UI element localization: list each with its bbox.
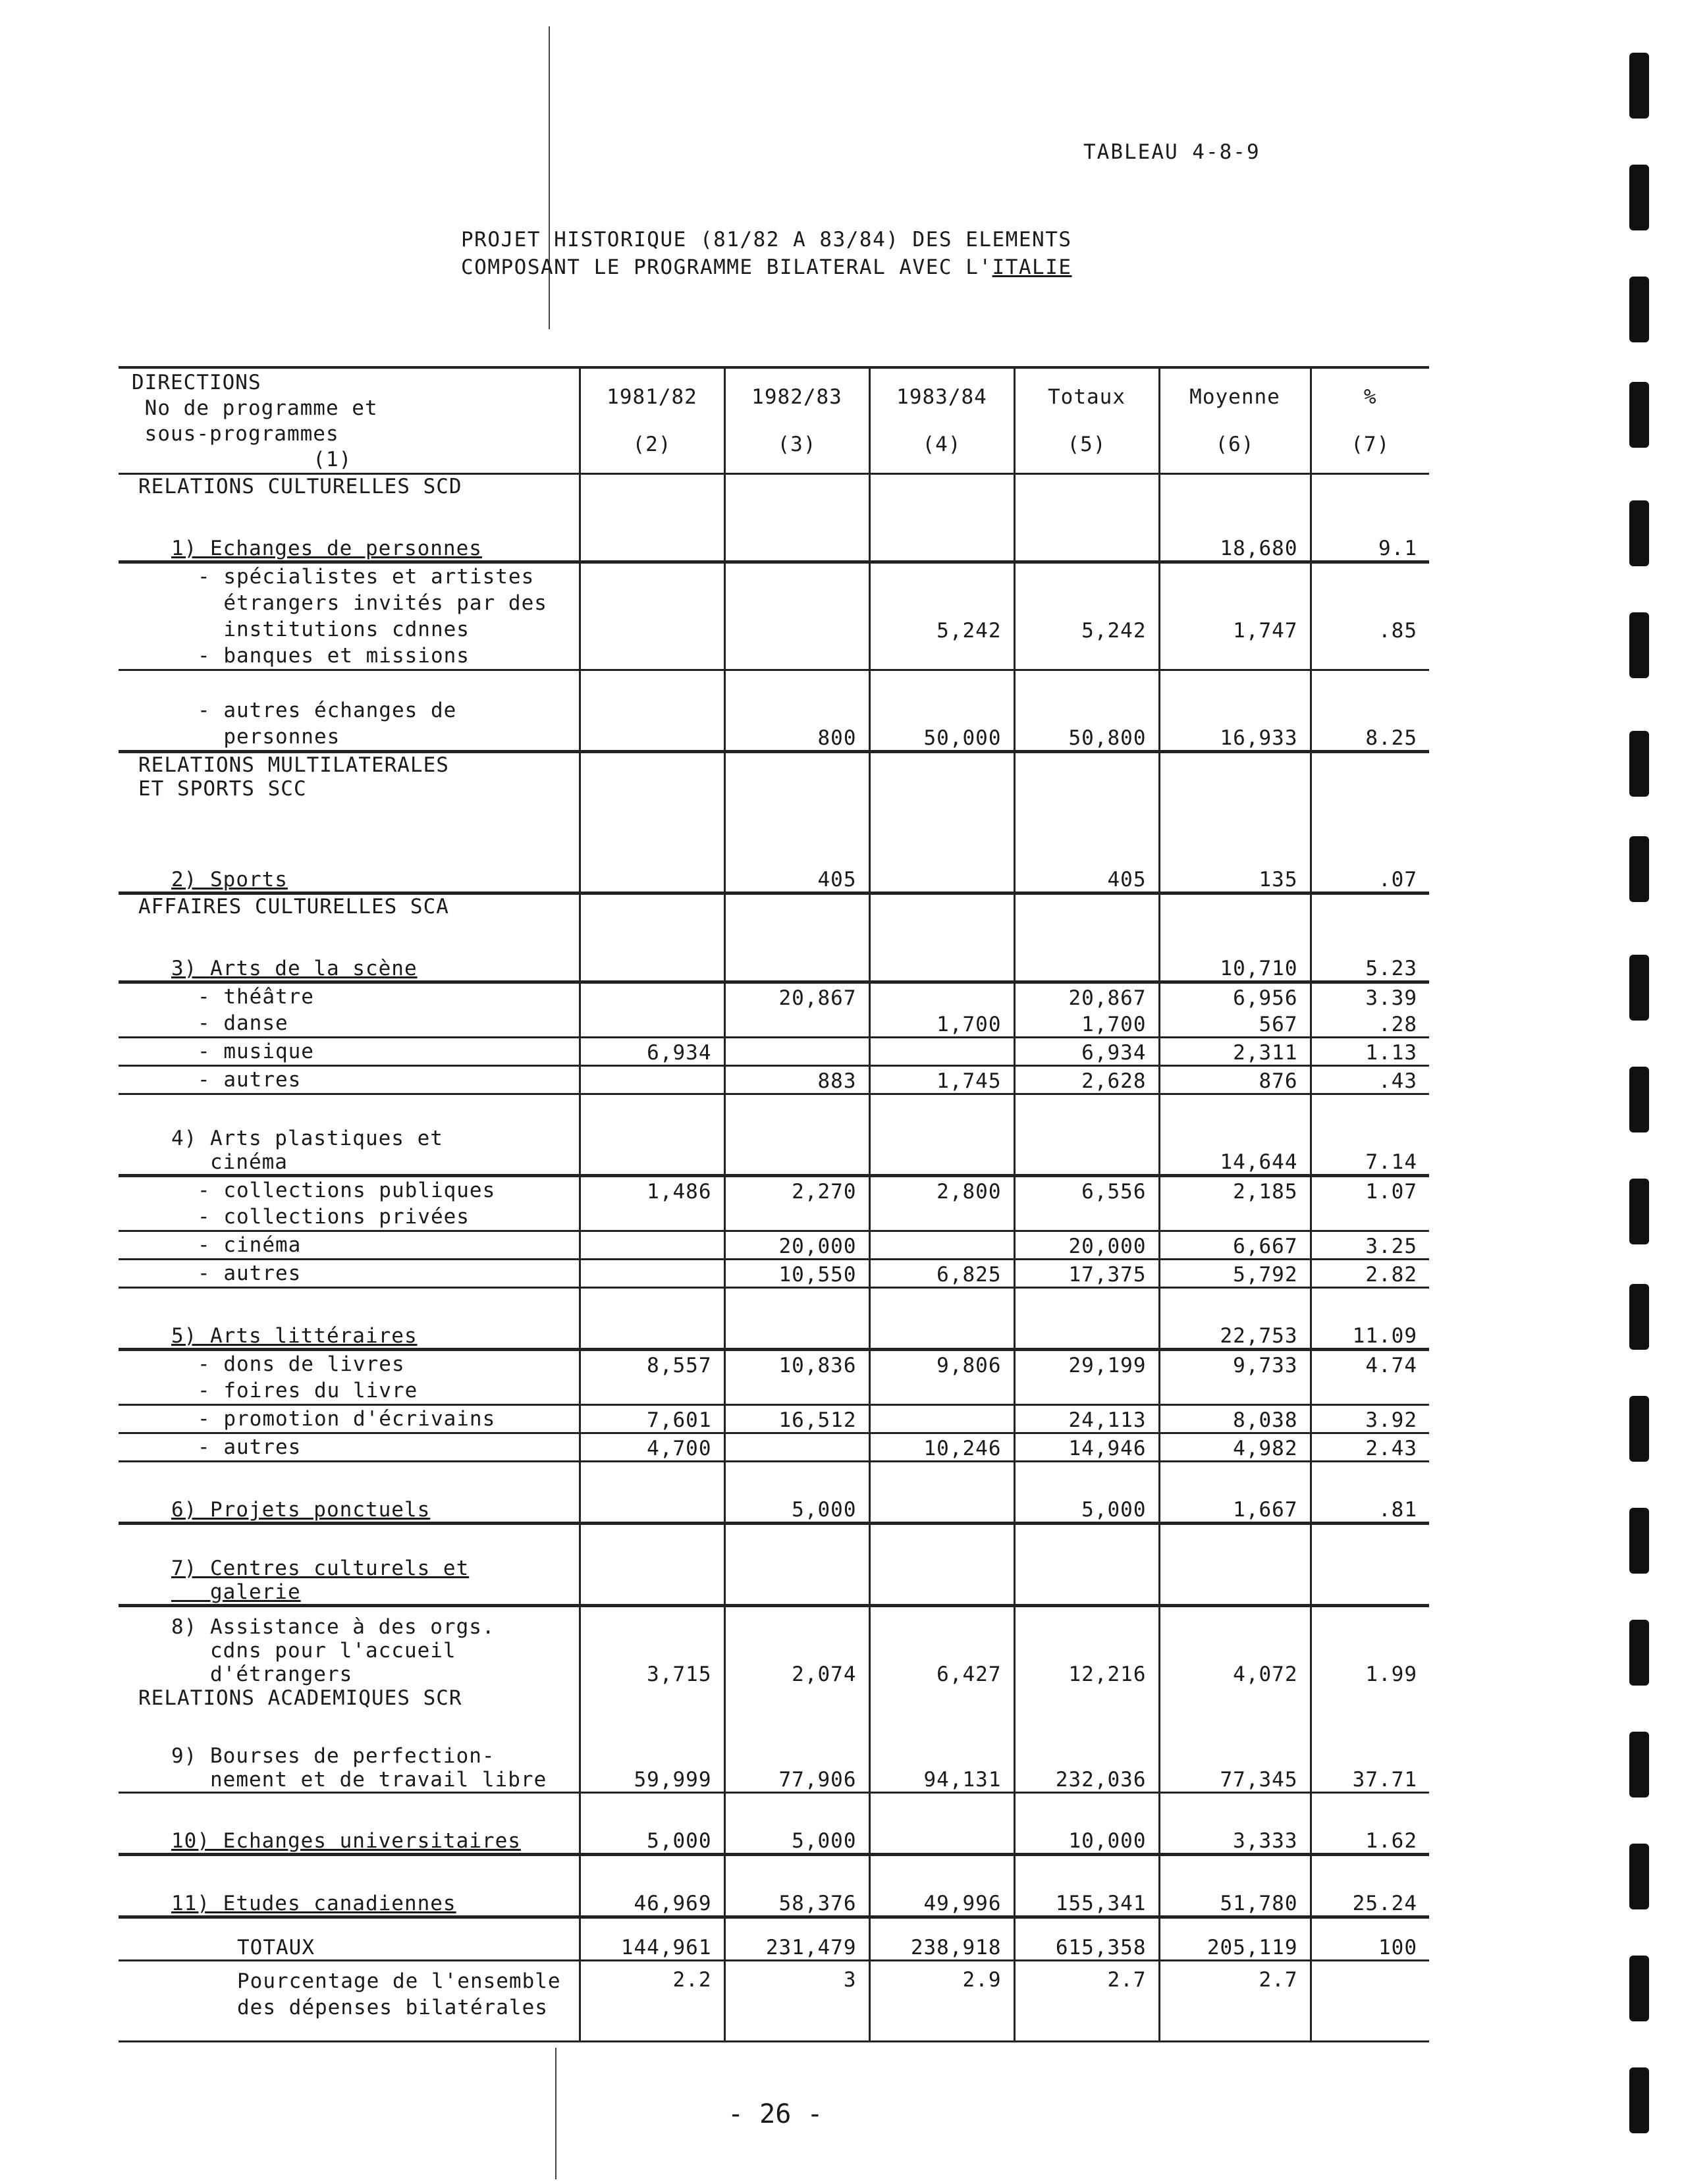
cell-value — [869, 1793, 1014, 1855]
cell-value: 883 — [724, 1066, 869, 1094]
col-number: (7) — [1351, 433, 1390, 456]
cell-value — [1014, 893, 1159, 922]
table-row — [119, 1038, 1429, 1066]
title-line-1: PROJET HISTORIQUE (81/82 A 83/84) DES ELEMENTS — [461, 228, 1072, 252]
cell-value — [724, 643, 869, 670]
cell-value: 2.2 — [580, 1961, 724, 2042]
cell-value — [724, 474, 869, 502]
row-label: - autres échanges de personnes — [119, 670, 580, 752]
col-header-1982 — [724, 367, 869, 474]
cell-value — [580, 1686, 724, 1713]
row-label: AFFAIRES CULTURELLES SCA — [138, 895, 449, 919]
cell-value — [724, 501, 869, 562]
cell-value: 11.09 — [1311, 1288, 1429, 1350]
cell-value — [724, 1038, 869, 1066]
cell-value — [724, 1094, 869, 1176]
cell-value: 155,341 — [1014, 1855, 1159, 1917]
cell-value — [869, 1686, 1014, 1713]
cell-value: 2,185 — [1159, 1176, 1311, 1204]
cell-value: 876 — [1159, 1066, 1311, 1094]
cell-value: 3.25 — [1311, 1231, 1429, 1260]
cell-value: 2.7 — [1014, 1961, 1159, 2042]
row-label: - spécialistes et artistes étrangers invités par des institutions cdnnes — [198, 565, 547, 641]
row-label: - dons de livres — [198, 1352, 405, 1376]
cell-value: 4.74 — [1311, 1350, 1429, 1378]
row-label: RELATIONS ACADEMIQUES SCR — [138, 1686, 462, 1710]
cell-value: 8,557 — [580, 1350, 724, 1378]
row-label: - danse — [119, 1010, 580, 1038]
cell-value: 1,700 — [1014, 1010, 1159, 1038]
cell-value: 2,800 — [869, 1176, 1014, 1204]
cell-value: 567 — [1159, 1010, 1311, 1038]
cell-value: 9,733 — [1159, 1350, 1311, 1378]
col-header-moyenne — [1159, 367, 1311, 474]
cell-value: 9,806 — [869, 1350, 1014, 1378]
cell-value — [1014, 501, 1159, 562]
cell-value: 2.7 — [1159, 1961, 1311, 2042]
cell-value — [580, 893, 724, 922]
cell-value — [724, 1524, 869, 1606]
cell-value — [1311, 1524, 1429, 1606]
table-row — [119, 1288, 1429, 1350]
cell-value: 231,479 — [724, 1917, 869, 1961]
table-row — [119, 562, 1429, 643]
title-line-2: COMPOSANT LE PROGRAMME BILATERAL AVEC L' — [461, 255, 992, 279]
cell-value — [724, 893, 869, 922]
col-number: (6) — [1215, 433, 1255, 456]
table-row — [119, 982, 1429, 1011]
cell-value — [1311, 643, 1429, 670]
table-row — [119, 1350, 1429, 1378]
cell-value — [1311, 474, 1429, 502]
cell-value — [1159, 1524, 1311, 1606]
cell-value — [869, 474, 1014, 502]
cell-value — [580, 1462, 724, 1524]
col-number: (5) — [1067, 433, 1106, 456]
row-label: - musique — [119, 1038, 580, 1066]
cell-value: 1,667 — [1159, 1462, 1311, 1524]
cell-value: 3 — [724, 1961, 869, 2042]
table-row — [119, 1066, 1429, 1094]
cell-value: 1,745 — [869, 1066, 1014, 1094]
table-row — [119, 1260, 1429, 1288]
cell-value — [869, 1524, 1014, 1606]
col-header-directions: DIRECTIONS No de programme et sous-programmes (1) — [119, 367, 580, 474]
cell-value — [1014, 921, 1159, 982]
table-reference: TABLEAU 4-8-9 — [1083, 140, 1261, 164]
budget-table — [119, 366, 1429, 2042]
cell-value: 12,216 — [1014, 1606, 1159, 1687]
cell-value: 17,375 — [1014, 1260, 1159, 1288]
table-row — [119, 670, 1429, 752]
cell-value: 1.07 — [1311, 1176, 1429, 1204]
table-row — [119, 474, 1429, 502]
cell-value — [869, 1462, 1014, 1524]
row-label: 11) Etudes canadiennes — [119, 1855, 580, 1917]
row-label: - autres — [119, 1066, 580, 1094]
cell-value: 8.25 — [1311, 670, 1429, 752]
cell-value: 232,036 — [1014, 1713, 1159, 1793]
cell-value: 46,969 — [580, 1855, 724, 1917]
fold-line-bottom — [555, 2048, 556, 2179]
cell-value: 5,242 — [1014, 562, 1159, 643]
col-header-percent — [1311, 367, 1429, 474]
cell-value: 50,000 — [869, 670, 1014, 752]
table-row — [119, 752, 1429, 833]
cell-value: 4,700 — [580, 1433, 724, 1462]
cell-value: 9.1 — [1311, 501, 1429, 562]
row-label: 2) Sports — [119, 832, 580, 893]
cell-value: 2.82 — [1311, 1260, 1429, 1288]
cell-value — [1159, 1204, 1311, 1231]
cell-value: 20,867 — [724, 982, 869, 1011]
cell-value — [869, 1204, 1014, 1231]
col-label: Moyenne — [1189, 385, 1280, 409]
row-label: 6) Projets ponctuels — [119, 1462, 580, 1524]
table-row — [119, 501, 1429, 562]
cell-value — [869, 921, 1014, 982]
cell-value — [1311, 752, 1429, 833]
cell-value — [580, 474, 724, 502]
cell-value: 58,376 — [724, 1855, 869, 1917]
cell-value: 94,131 — [869, 1713, 1014, 1793]
cell-value: 3.92 — [1311, 1405, 1429, 1433]
cell-value — [580, 670, 724, 752]
table-row — [119, 1462, 1429, 1524]
row-label: - autres — [119, 1433, 580, 1462]
row-label: 4) Arts plastiques et cinéma — [119, 1094, 580, 1176]
cell-value: 5,000 — [1014, 1462, 1159, 1524]
cell-value: 2,074 — [724, 1606, 869, 1687]
cell-value — [580, 1288, 724, 1350]
cell-value: .28 — [1311, 1010, 1429, 1038]
cell-value: 5,792 — [1159, 1260, 1311, 1288]
row-label: - autres — [119, 1260, 580, 1288]
cell-value: 59,999 — [580, 1713, 724, 1793]
title-country: ITALIE — [992, 255, 1072, 279]
table-row — [119, 1713, 1429, 1793]
cell-value: 10,246 — [869, 1433, 1014, 1462]
table-row — [119, 1176, 1429, 1204]
col-number: (4) — [922, 433, 962, 456]
table-row — [119, 1961, 1429, 2042]
fold-line — [549, 26, 550, 329]
cell-value: .43 — [1311, 1066, 1429, 1094]
cell-value: 25.24 — [1311, 1855, 1429, 1917]
cell-value: 3,715 — [580, 1606, 724, 1687]
cell-value: 18,680 — [1159, 501, 1311, 562]
col-label: 1981/82 — [607, 385, 697, 409]
cell-value: 205,119 — [1159, 1917, 1311, 1961]
cell-value: 1.99 — [1311, 1606, 1429, 1687]
cell-value: 16,512 — [724, 1405, 869, 1433]
row-label: - foires du livre — [119, 1377, 580, 1405]
cell-value — [1159, 752, 1311, 833]
cell-value — [869, 643, 1014, 670]
col-label: 1983/84 — [896, 385, 987, 409]
row-label: 7) Centres culturels et galerie — [119, 1524, 580, 1606]
cell-value: 3,333 — [1159, 1793, 1311, 1855]
cell-value: 51,780 — [1159, 1855, 1311, 1917]
cell-value — [724, 1010, 869, 1038]
cell-value: 8,038 — [1159, 1405, 1311, 1433]
table-row — [119, 1204, 1429, 1231]
cell-value: 20,000 — [1014, 1231, 1159, 1260]
cell-value: 29,199 — [1014, 1350, 1159, 1378]
cell-value: .07 — [1311, 832, 1429, 893]
cell-value: 6,667 — [1159, 1231, 1311, 1260]
cell-value — [580, 982, 724, 1011]
cell-value: .85 — [1311, 562, 1429, 643]
cell-value: 615,358 — [1014, 1917, 1159, 1961]
cell-value — [1014, 643, 1159, 670]
cell-value — [869, 1231, 1014, 1260]
table-row — [119, 1231, 1429, 1260]
cell-value — [1311, 1377, 1429, 1405]
cell-value: 20,867 — [1014, 982, 1159, 1011]
col-label: Totaux — [1048, 385, 1126, 409]
cell-value — [1159, 1686, 1311, 1713]
table-row — [119, 1793, 1429, 1855]
cell-value — [869, 893, 1014, 922]
cell-value: 4,072 — [1159, 1606, 1311, 1687]
cell-value — [1014, 1377, 1159, 1405]
cell-value — [1311, 1961, 1429, 2042]
cell-value — [1014, 1094, 1159, 1176]
cell-value — [869, 832, 1014, 893]
col-header-1981 — [580, 367, 724, 474]
table-row — [119, 893, 1429, 922]
row-label: - collections publiques — [198, 1179, 496, 1202]
cell-value — [724, 1433, 869, 1462]
cell-value: 6,825 — [869, 1260, 1014, 1288]
table-row — [119, 1917, 1429, 1961]
cell-value — [580, 1204, 724, 1231]
cell-value — [1014, 752, 1159, 833]
row-label: RELATIONS MULTILATERALES ET SPORTS SCC — [138, 753, 449, 801]
document-title — [461, 226, 1072, 281]
cell-value: 6,934 — [580, 1038, 724, 1066]
cell-value — [724, 1377, 869, 1405]
cell-value: 24,113 — [1014, 1405, 1159, 1433]
row-label: 9) Bourses de perfection- nement et de travail libre — [119, 1713, 580, 1793]
row-label: 8) Assistance à des orgs. cdns pour l'accueil d'étrangers — [171, 1615, 495, 1686]
cell-value — [869, 501, 1014, 562]
cell-value — [580, 562, 724, 643]
cell-value: 10,000 — [1014, 1793, 1159, 1855]
cell-value: 16,933 — [1159, 670, 1311, 752]
cell-value: 37.71 — [1311, 1713, 1429, 1793]
row-label: - promotion d'écrivains — [119, 1405, 580, 1433]
cell-value: 2,311 — [1159, 1038, 1311, 1066]
cell-value: 4,982 — [1159, 1433, 1311, 1462]
cell-value — [724, 1204, 869, 1231]
col-number: (3) — [777, 433, 817, 456]
cell-value — [1014, 1524, 1159, 1606]
cell-value — [580, 1260, 724, 1288]
cell-value — [580, 1524, 724, 1606]
cell-value — [1014, 1204, 1159, 1231]
cell-value — [580, 1010, 724, 1038]
cell-value: 2.9 — [869, 1961, 1014, 2042]
cell-value — [580, 832, 724, 893]
cell-value — [724, 1288, 869, 1350]
col-label: 1982/83 — [751, 385, 842, 409]
cell-value — [869, 752, 1014, 833]
cell-value — [1159, 893, 1311, 922]
cell-value: 1,700 — [869, 1010, 1014, 1038]
row-label: TOTAUX — [119, 1917, 580, 1961]
cell-value — [1311, 1204, 1429, 1231]
cell-value: 14,946 — [1014, 1433, 1159, 1462]
cell-value — [1014, 1288, 1159, 1350]
cell-value — [580, 752, 724, 833]
cell-value — [724, 1686, 869, 1713]
cell-value: 405 — [724, 832, 869, 893]
cell-value: 6,427 — [869, 1606, 1014, 1687]
table-row — [119, 643, 1429, 670]
cell-value: 135 — [1159, 832, 1311, 893]
col-number: (2) — [632, 433, 672, 456]
table-row — [119, 832, 1429, 893]
cell-value — [1311, 1686, 1429, 1713]
cell-value: 100 — [1311, 1917, 1429, 1961]
cell-value — [869, 1288, 1014, 1350]
cell-value: 405 — [1014, 832, 1159, 893]
cell-value — [580, 1231, 724, 1260]
cell-value: 10,836 — [724, 1350, 869, 1378]
header-row — [119, 367, 1429, 474]
cell-value: 3.39 — [1311, 982, 1429, 1011]
row-label: - cinéma — [119, 1231, 580, 1260]
cell-value — [1311, 893, 1429, 922]
cell-value: 77,906 — [724, 1713, 869, 1793]
cell-value — [1159, 643, 1311, 670]
cell-value — [869, 1405, 1014, 1433]
cell-value: 7,601 — [580, 1405, 724, 1433]
cell-value: 1,486 — [580, 1176, 724, 1204]
table-row — [119, 1606, 1429, 1687]
cell-value: 7.14 — [1311, 1094, 1429, 1176]
cell-value — [724, 752, 869, 833]
row-label: - collections privées — [119, 1204, 580, 1231]
cell-value — [869, 1038, 1014, 1066]
cell-value — [580, 501, 724, 562]
cell-value: 1,747 — [1159, 562, 1311, 643]
cell-value: 5,242 — [869, 562, 1014, 643]
table-row — [119, 1405, 1429, 1433]
cell-value — [724, 562, 869, 643]
cell-value — [580, 921, 724, 982]
cell-value — [580, 1094, 724, 1176]
cell-value: 2.43 — [1311, 1433, 1429, 1462]
cell-value — [580, 643, 724, 670]
cell-value — [1014, 1686, 1159, 1713]
row-label: - théâtre — [198, 985, 314, 1009]
cell-value: 10,710 — [1159, 921, 1311, 982]
cell-value: 49,996 — [869, 1855, 1014, 1917]
cell-value: 5,000 — [724, 1462, 869, 1524]
row-label: 5) Arts littéraires — [119, 1288, 580, 1350]
cell-value — [724, 921, 869, 982]
cell-value — [869, 1094, 1014, 1176]
cell-value — [869, 1377, 1014, 1405]
cell-value: 144,961 — [580, 1917, 724, 1961]
row-label: 3) Arts de la scène — [119, 921, 580, 982]
cell-value: 6,556 — [1014, 1176, 1159, 1204]
cell-value — [580, 1066, 724, 1094]
cell-value: 6,956 — [1159, 982, 1311, 1011]
cell-value: 6,934 — [1014, 1038, 1159, 1066]
cell-value: 14,644 — [1159, 1094, 1311, 1176]
col-label: % — [1363, 385, 1377, 409]
cell-value: 5,000 — [724, 1793, 869, 1855]
cell-value — [869, 982, 1014, 1011]
row-label: 1) Echanges de personnes — [119, 501, 580, 562]
table-row — [119, 921, 1429, 982]
table-row — [119, 1524, 1429, 1606]
cell-value: 5,000 — [580, 1793, 724, 1855]
cell-value: .81 — [1311, 1462, 1429, 1524]
table-row — [119, 1094, 1429, 1176]
page-number: - 26 - — [728, 2099, 823, 2129]
row-label: 10) Echanges universitaires — [119, 1793, 580, 1855]
table-row — [119, 1855, 1429, 1917]
cell-value: 2,270 — [724, 1176, 869, 1204]
row-label: RELATIONS CULTURELLES SCD — [138, 475, 462, 498]
cell-value: 1.13 — [1311, 1038, 1429, 1066]
table-row — [119, 1010, 1429, 1038]
cell-value — [1014, 474, 1159, 502]
cell-value — [1159, 474, 1311, 502]
cell-value: 77,345 — [1159, 1713, 1311, 1793]
cell-value: 1.62 — [1311, 1793, 1429, 1855]
cell-value: 20,000 — [724, 1231, 869, 1260]
cell-value: 2,628 — [1014, 1066, 1159, 1094]
cell-value: 22,753 — [1159, 1288, 1311, 1350]
cell-value: 10,550 — [724, 1260, 869, 1288]
cell-value: 50,800 — [1014, 670, 1159, 752]
col-header-totaux — [1014, 367, 1159, 474]
col-header-1983 — [869, 367, 1014, 474]
cell-value — [1159, 1377, 1311, 1405]
table-row — [119, 1686, 1429, 1713]
cell-value: 5.23 — [1311, 921, 1429, 982]
cell-value: 238,918 — [869, 1917, 1014, 1961]
row-label: - banques et missions — [119, 643, 580, 670]
row-label: Pourcentage de l'ensemble des dépenses bilatérales — [119, 1961, 580, 2042]
table-row — [119, 1377, 1429, 1405]
table-row — [119, 1433, 1429, 1462]
cell-value — [580, 1377, 724, 1405]
cell-value: 800 — [724, 670, 869, 752]
